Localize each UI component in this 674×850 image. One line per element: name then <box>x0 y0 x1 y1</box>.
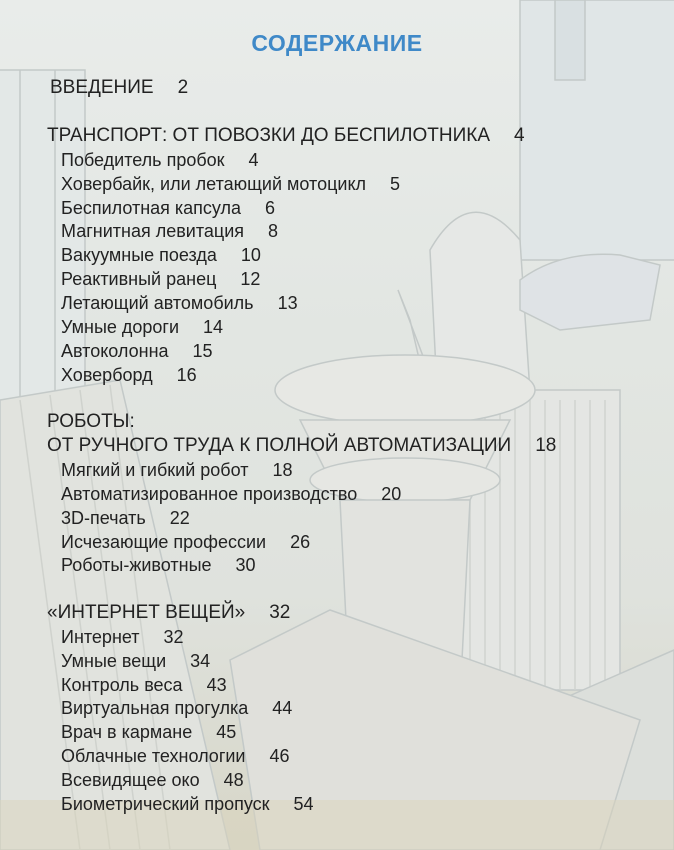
toc-entry[interactable] <box>61 199 275 217</box>
toc-entry-label: Автоматизированное производство <box>61 484 358 504</box>
toc-entry-page: 15 <box>192 341 213 361</box>
toc-entry-label: 3D-печать <box>61 508 146 528</box>
toc-entry[interactable] <box>61 294 298 312</box>
toc-entry[interactable] <box>61 461 292 479</box>
toc-entry-label: Исчезающие профессии <box>61 532 267 552</box>
toc-entry-page: 12 <box>240 269 261 289</box>
toc-entry-page: 32 <box>163 627 184 647</box>
toc-entry-label: Беспилотная капсула <box>61 198 242 218</box>
toc-entry-page: 6 <box>265 198 276 218</box>
toc-entry-label: Умные вещи <box>61 651 167 671</box>
toc-entry-page: 34 <box>190 651 211 671</box>
toc-section-label: «ИНТЕРНЕТ ВЕЩЕЙ» <box>47 602 246 623</box>
toc-entry-label: Виртуальная прогулка <box>61 698 249 718</box>
toc-entry-label: Магнитная левитация <box>61 221 245 241</box>
toc-entry-label: Мягкий и гибкий робот <box>61 460 249 480</box>
toc-section-page: 4 <box>514 125 525 146</box>
toc-entry-label: Ховербайк, или летающий мотоцикл <box>61 174 367 194</box>
toc-entry-page: 43 <box>206 675 227 695</box>
toc-entry[interactable] <box>61 318 223 336</box>
toc-section-heading-robots[interactable] <box>47 436 556 455</box>
toc-entry-label: Роботы-животные <box>61 555 212 575</box>
toc-entry-page: 14 <box>203 317 224 337</box>
toc-entry-page: 10 <box>240 245 261 265</box>
toc-entry-label: Врач в кармане <box>61 722 193 742</box>
toc-entry-page: 4 <box>248 150 259 170</box>
toc-entry[interactable] <box>61 222 278 240</box>
toc-entry-label: Ховерборд <box>61 365 153 385</box>
toc-entry-label: Реактивный ранец <box>61 269 217 289</box>
toc-entry-label: Летающий автомобиль <box>61 293 254 313</box>
toc-entry-page: 22 <box>169 508 190 528</box>
toc-entry-label: Биометрический пропуск <box>61 794 270 814</box>
toc-entry[interactable] <box>61 747 290 765</box>
page-title: СОДЕРЖАНИЕ <box>251 30 423 56</box>
toc-entry[interactable] <box>61 652 210 670</box>
toc-entry-label: ВВЕДЕНИЕ <box>50 77 154 98</box>
toc-entry[interactable] <box>61 556 256 574</box>
toc-entry-page: 44 <box>272 698 293 718</box>
toc-entry[interactable] <box>61 723 236 741</box>
toc-entry[interactable] <box>61 366 197 384</box>
toc-entry-page: 46 <box>269 746 290 766</box>
toc-entry-page: 13 <box>277 293 298 313</box>
toc-entry-page: 48 <box>223 770 244 790</box>
toc-entry-label: Автоколонна <box>61 341 169 361</box>
toc-entry[interactable] <box>61 342 213 360</box>
toc-entry-page: 8 <box>268 221 279 241</box>
toc-entry[interactable] <box>61 771 244 789</box>
toc-section-label: РОБОТЫ: <box>47 411 135 432</box>
toc-entry[interactable] <box>61 485 401 503</box>
toc-section-page: 32 <box>269 602 291 623</box>
toc-entry-page: 18 <box>272 460 293 480</box>
toc-entry[interactable] <box>61 699 292 717</box>
toc-entry[interactable] <box>61 628 184 646</box>
toc-entry-intro[interactable] <box>50 78 188 97</box>
toc-entry-label: Облачные технологии <box>61 746 246 766</box>
toc-entry[interactable] <box>61 795 314 813</box>
toc-entry-page: 45 <box>216 722 237 742</box>
toc-entry-label: Победитель пробок <box>61 150 225 170</box>
toc-entry-page: 26 <box>290 532 311 552</box>
toc-section-label: ТРАНСПОРТ: ОТ ПОВОЗКИ ДО БЕСПИЛОТНИКА <box>47 125 491 146</box>
toc-entry[interactable] <box>61 533 310 551</box>
toc-entry-page: 20 <box>381 484 402 504</box>
toc-entry-label: Вакуумные поезда <box>61 245 217 265</box>
toc-entry[interactable] <box>61 509 190 527</box>
toc-entry-page: 16 <box>176 365 197 385</box>
toc-entry[interactable] <box>61 676 227 694</box>
toc-entry[interactable] <box>61 175 400 193</box>
toc-entry-page: 5 <box>390 174 401 194</box>
toc-entry-label: Всевидящее око <box>61 770 200 790</box>
toc-section-heading-robots-line1[interactable] <box>47 412 135 431</box>
toc-entry-page: 54 <box>293 794 314 814</box>
toc-entry-label: Контроль веса <box>61 675 183 695</box>
toc-entry[interactable] <box>61 270 260 288</box>
toc-section-page: 18 <box>535 435 557 456</box>
toc-entry-label: Интернет <box>61 627 140 647</box>
toc-entry-label: Умные дороги <box>61 317 180 337</box>
toc-section-label: ОТ РУЧНОГО ТРУДА К ПОЛНОЙ АВТОМАТИЗАЦИИ <box>47 435 512 456</box>
toc-entry-page: 30 <box>235 555 256 575</box>
toc-section-heading-transport[interactable] <box>47 126 525 145</box>
toc-entry-page: 2 <box>177 77 189 98</box>
toc-entry[interactable] <box>61 246 261 264</box>
toc-entry[interactable] <box>61 151 259 169</box>
toc-section-heading-iot[interactable] <box>47 603 290 622</box>
